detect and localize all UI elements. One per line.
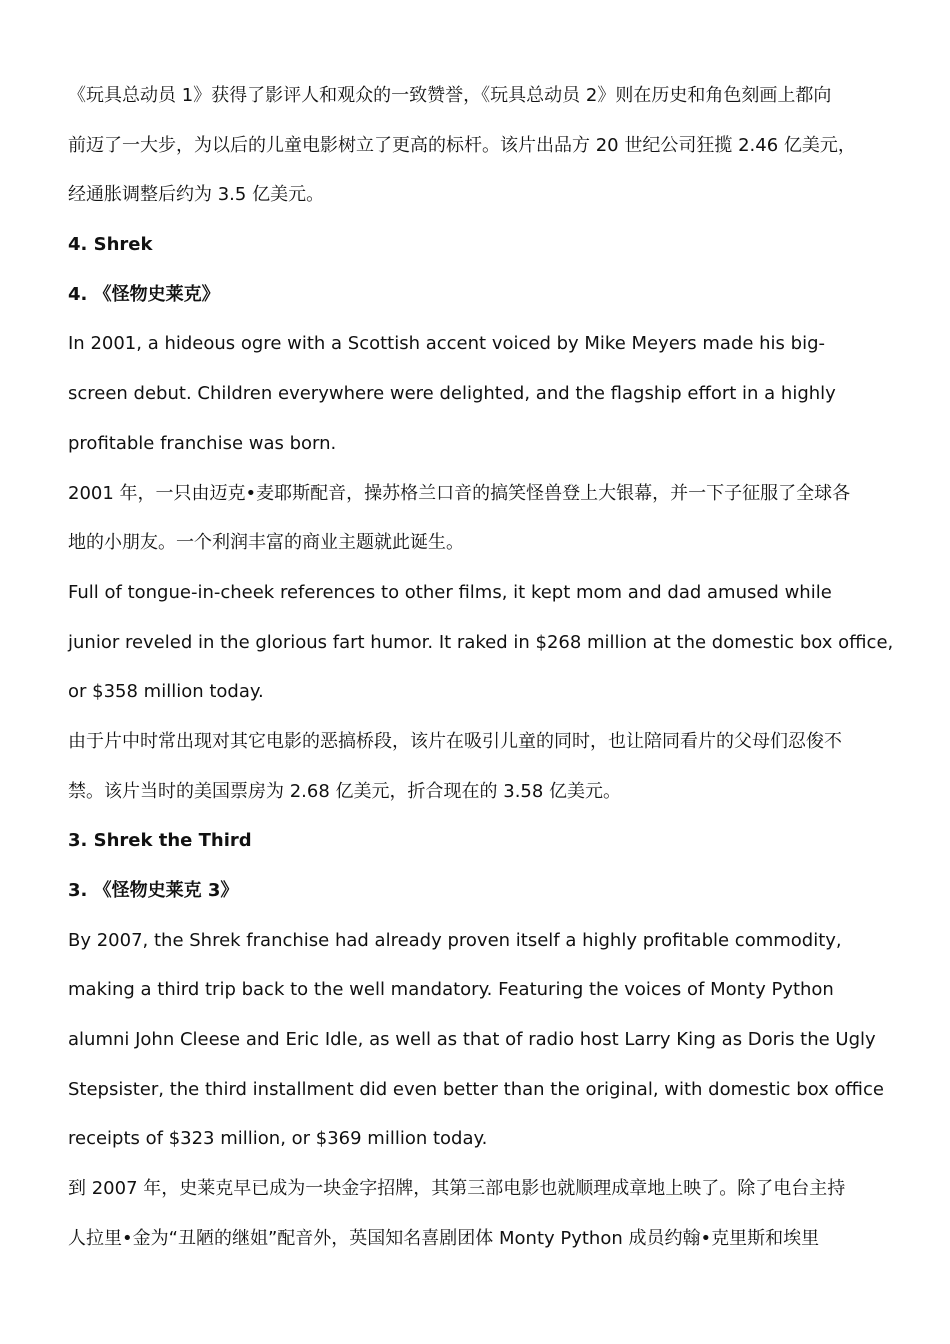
section-heading: 3. 《怪物史莱克 3》 bbox=[68, 880, 239, 901]
text-line: receipts of $323 million, or $369 million today. bbox=[68, 1128, 488, 1150]
text-line: making a third trip back to the well mandatory. Featuring the voices of Monty Python bbox=[68, 979, 834, 1001]
text-line: junior reveled in the glorious fart humor. It raked in $268 million at the domestic box office, bbox=[68, 631, 894, 653]
section-heading: 4. Shrek bbox=[68, 234, 153, 256]
text-line: alumni John Cleese and Eric Idle, as well as that of radio host Larry King as Doris the Ugly bbox=[68, 1029, 876, 1051]
text-line: 人拉里•金为“丑陋的继姐”配音外，英国知名喜剧团体 Monty Python 成员约翰•克里斯和埃里 bbox=[68, 1227, 820, 1249]
text-line: 由于片中时常出现对其它电影的恶搞桥段，该片在吸引儿童的同时，也让陪同看片的父母们忍俊不 bbox=[68, 730, 842, 752]
text-line: In 2001, a hideous ogre with a Scottish accent voiced by Mike Meyers made his big- bbox=[68, 333, 825, 355]
text-line: Full of tongue-in-cheek references to other films, it kept mom and dad amused while bbox=[68, 581, 832, 603]
text-line: By 2007, the Shrek franchise had already proven itself a highly profitable commodity, bbox=[68, 929, 842, 951]
text-line: 《玩具总动员 1》获得了影评人和观众的一致赞誉，《玩具总动员 2》则在历史和角色刻画上都向 bbox=[68, 85, 832, 106]
text-line: 到 2007 年，史莱克早已成为一块金字招牌，其第三部电影也就顺理成章地上映了。除了电台主持 bbox=[68, 1178, 846, 1200]
text-line: or $358 million today. bbox=[68, 681, 264, 703]
text-line: 2001 年，一只由迈克•麦耶斯配音，操苏格兰口音的搞笑怪兽登上大银幕，并一下子征服了全球各 bbox=[68, 482, 851, 504]
document-page bbox=[68, 78, 898, 1271]
text-line: 地的小朋友。一个利润丰富的商业主题就此诞生。 bbox=[68, 532, 464, 554]
text-line: 前迈了一大步，为以后的儿童电影树立了更高的标杆。该片出品方 20 世纪公司狂揽 2.46 亿美元， bbox=[68, 134, 856, 156]
text-line: Stepsister, the third installment did even better than the original, with domestic box office bbox=[68, 1078, 884, 1100]
text-line: 禁。该片当时的美国票房为 2.68 亿美元，折合现在的 3.58 亿美元。 bbox=[68, 780, 622, 802]
text-line: profitable franchise was born. bbox=[68, 432, 337, 454]
section-heading: 3. Shrek the Third bbox=[68, 830, 252, 852]
text-line: 经通胀调整后约为 3.5 亿美元。 bbox=[68, 184, 325, 206]
section-heading: 4. 《怪物史莱克》 bbox=[68, 283, 220, 305]
text-line: screen debut. Children everywhere were delighted, and the flagship effort in a highly bbox=[68, 383, 836, 405]
